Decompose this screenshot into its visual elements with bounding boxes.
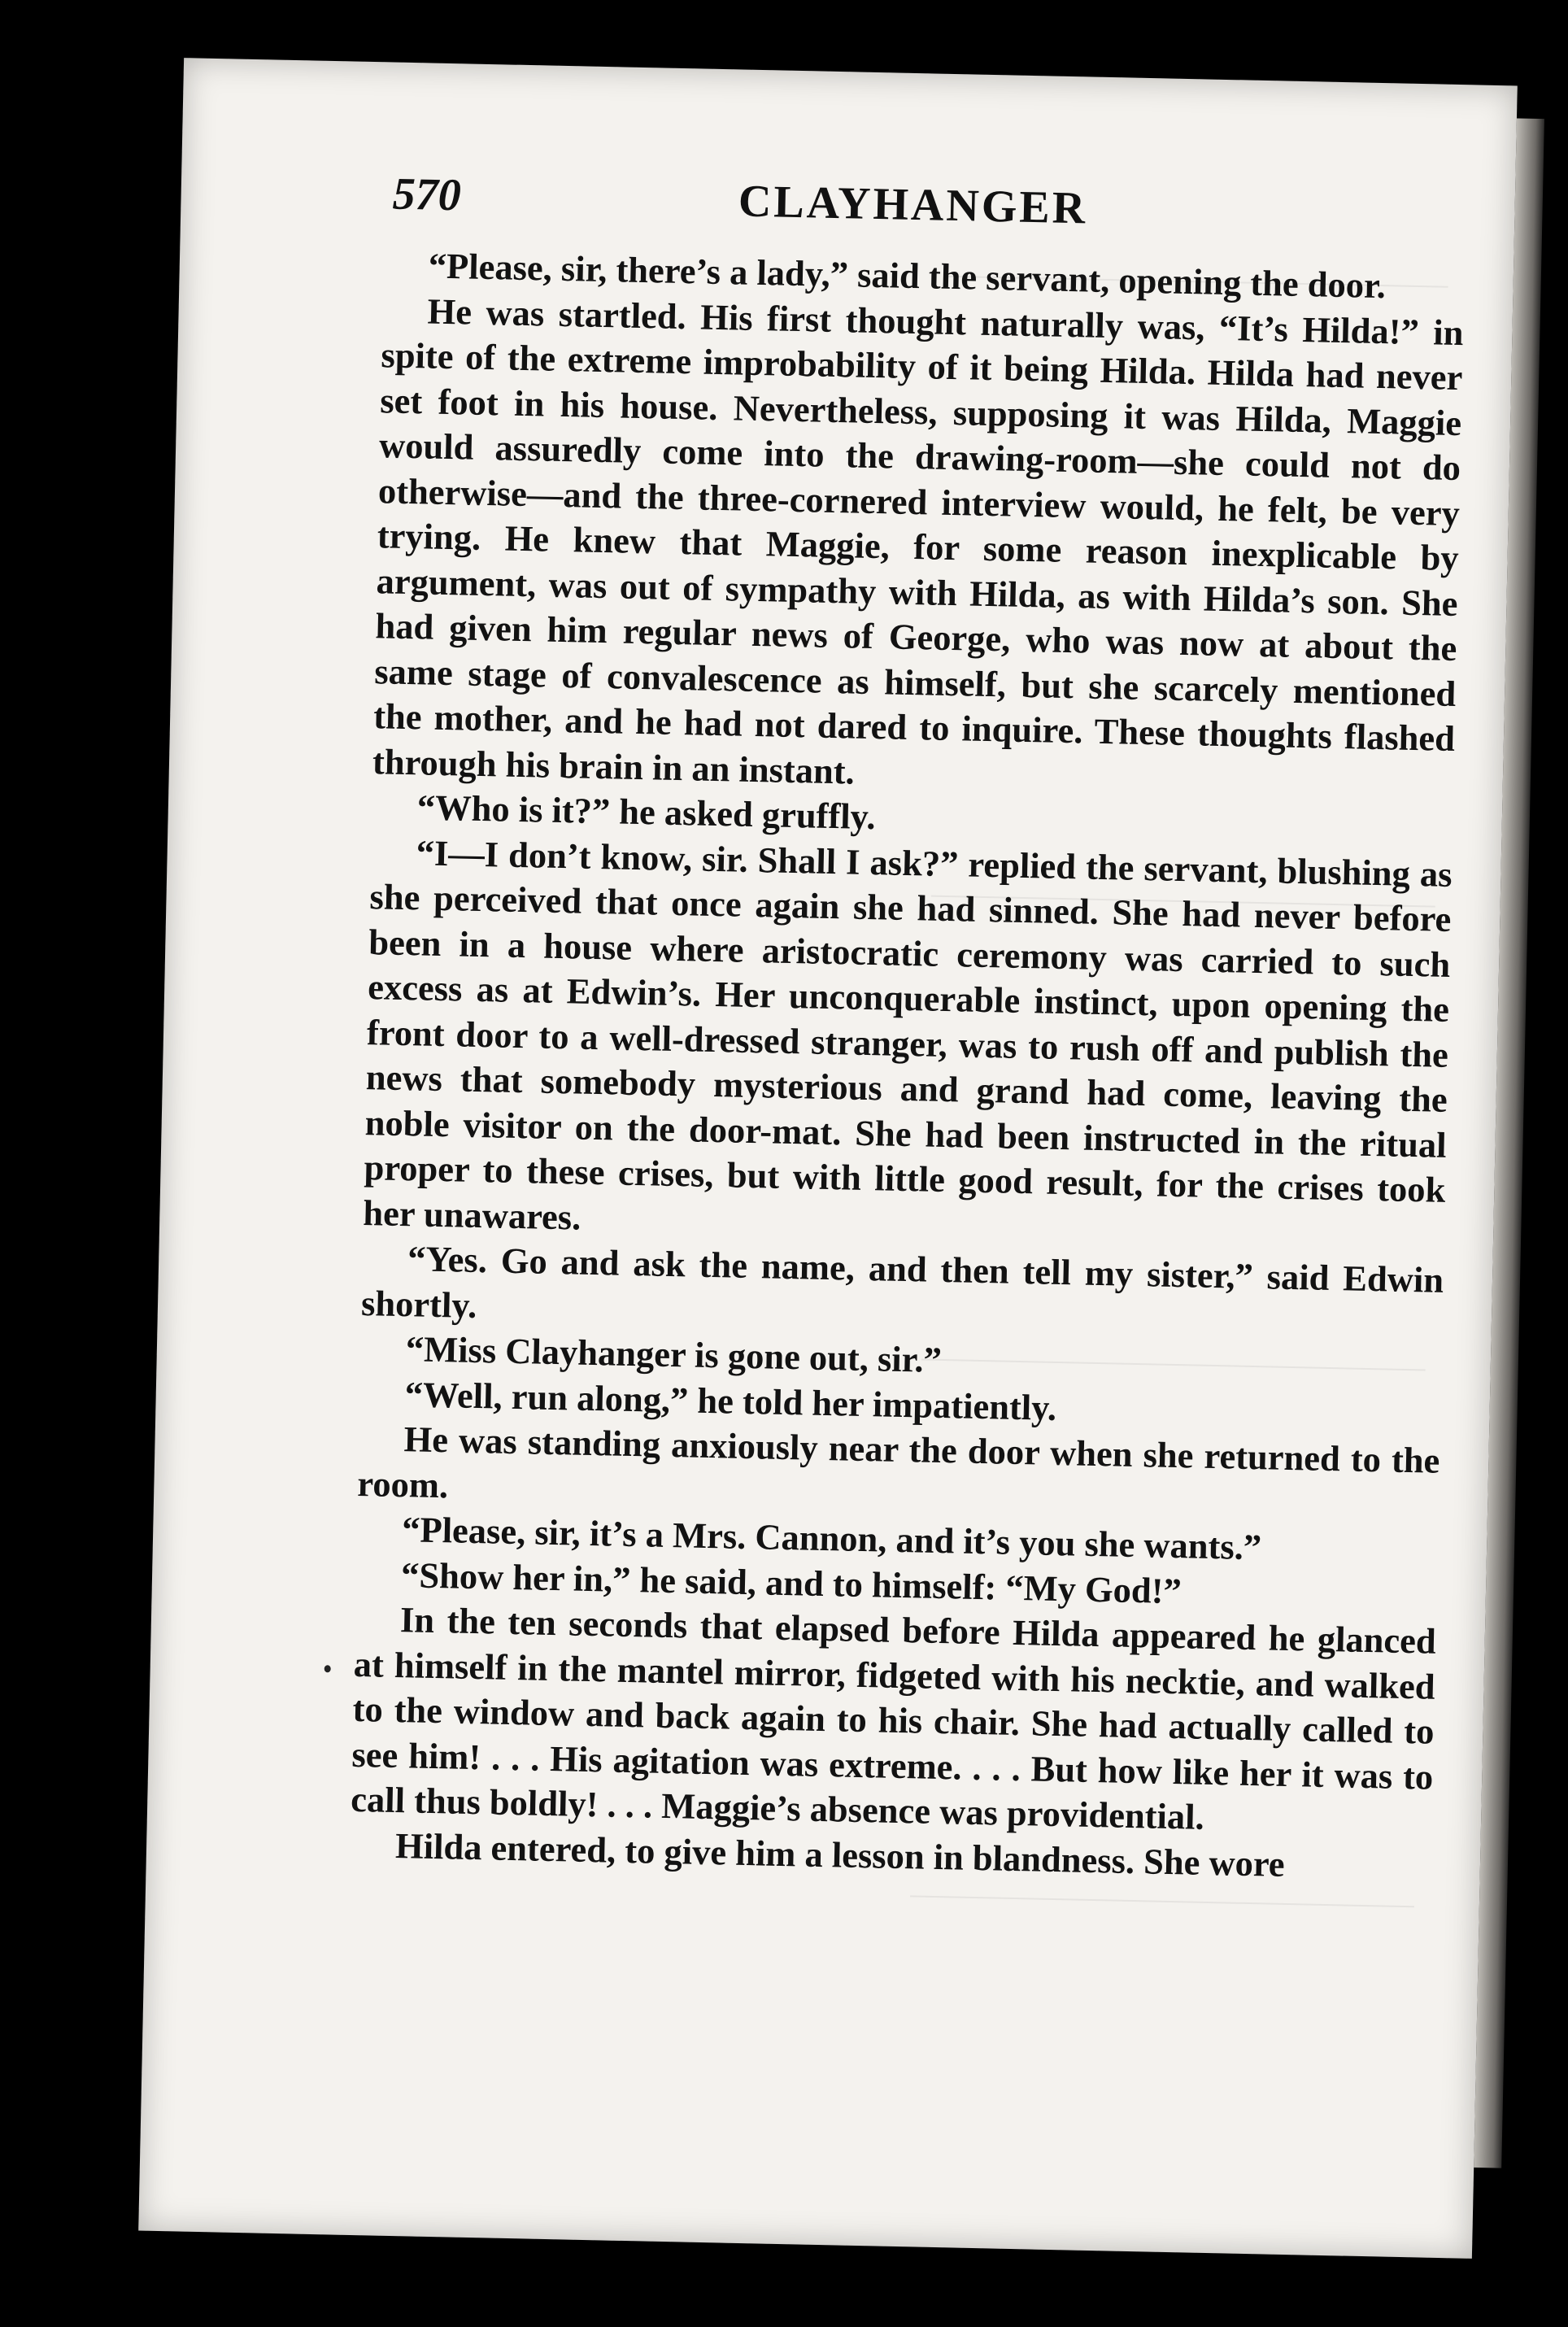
paragraph: “Miss Clayhanger is gone out, sir.”	[405, 1328, 943, 1380]
paragraph: He was standing anxiously near the door when she returned to the room.	[356, 1418, 1440, 1506]
page-header	[392, 168, 1434, 255]
show-through-line	[910, 1895, 1414, 1907]
paragraph: “Yes. Go and ask the name, and then tell my sister,” said Edwin shortly.	[360, 1238, 1444, 1326]
page-edge-shadow	[1474, 118, 1544, 2168]
paragraph: He was startled. His first thought naturally was, “It’s Hilda!” in spite of the extreme improbability of it being Hilda. Hilda had never set foot in his house. Nevertheless, supposing it was Hilda, Maggie would assuredly come into the drawing-room—she could not do otherwise—and the three-cornered interview would, he felt, be very trying. He knew that Maggie, for some reason inexplicable by argument, was out of sympathy with Hilda, as with Hilda’s son. She had given him regular news of George, who was now at about the same stage of convalescence as himself, but she scarcely mentioned the mother, and he had not dared to inquire. These thoughts flashed through his brain in an instant.	[372, 290, 1464, 792]
paragraph: In the ten seconds that elapsed before Hilda appeared he glanced at himself in the mantel mirror, fidgeted with his necktie, and walked to the window and back again to his chair. She had actually called to see him! . . . His agitation was extreme. . . . But how like her it was to call thus boldly! . . . Maggie’s absence was providential.	[350, 1599, 1437, 1837]
paragraph: “Well, run along,” he told her impatiently.	[404, 1373, 1057, 1428]
running-head: CLAYHANGER	[738, 176, 1088, 234]
paragraph: “Please, sir, there’s a lady,” said the servant, opening the door.	[428, 245, 1387, 307]
body-text	[350, 242, 1466, 1889]
paragraph: “I—I don’t know, sir. Shall I ask?” replied the servant, blushing as she perceived that once again she had sinned. She had never before been in a house where aristocratic ceremony was carried to such excess as at Edwin’s. Her unconquerable instinct, upon opening the front door to a well-dressed stranger, was to rush off and publish the news that somebody mysterious and grand had come, leaving the noble visitor on the door-mat. She had been instructed in the ritual proper to these crises, but with little good result, for the crises took her unawares.	[362, 831, 1453, 1238]
book-page	[138, 58, 1518, 2259]
page-number: 570	[392, 168, 462, 221]
ink-speck	[324, 1665, 331, 1672]
paragraph: Hilda entered, to give him a lesson in blandness. She wore	[394, 1824, 1286, 1885]
paragraph: “Who is it?” he asked gruffly.	[416, 787, 877, 838]
paragraph: “Show her in,” he said, and to himself: “My God!”	[400, 1554, 1183, 1611]
paragraph: “Please, sir, it’s a Mrs. Cannon, and it’s you she wants.”	[401, 1509, 1262, 1568]
